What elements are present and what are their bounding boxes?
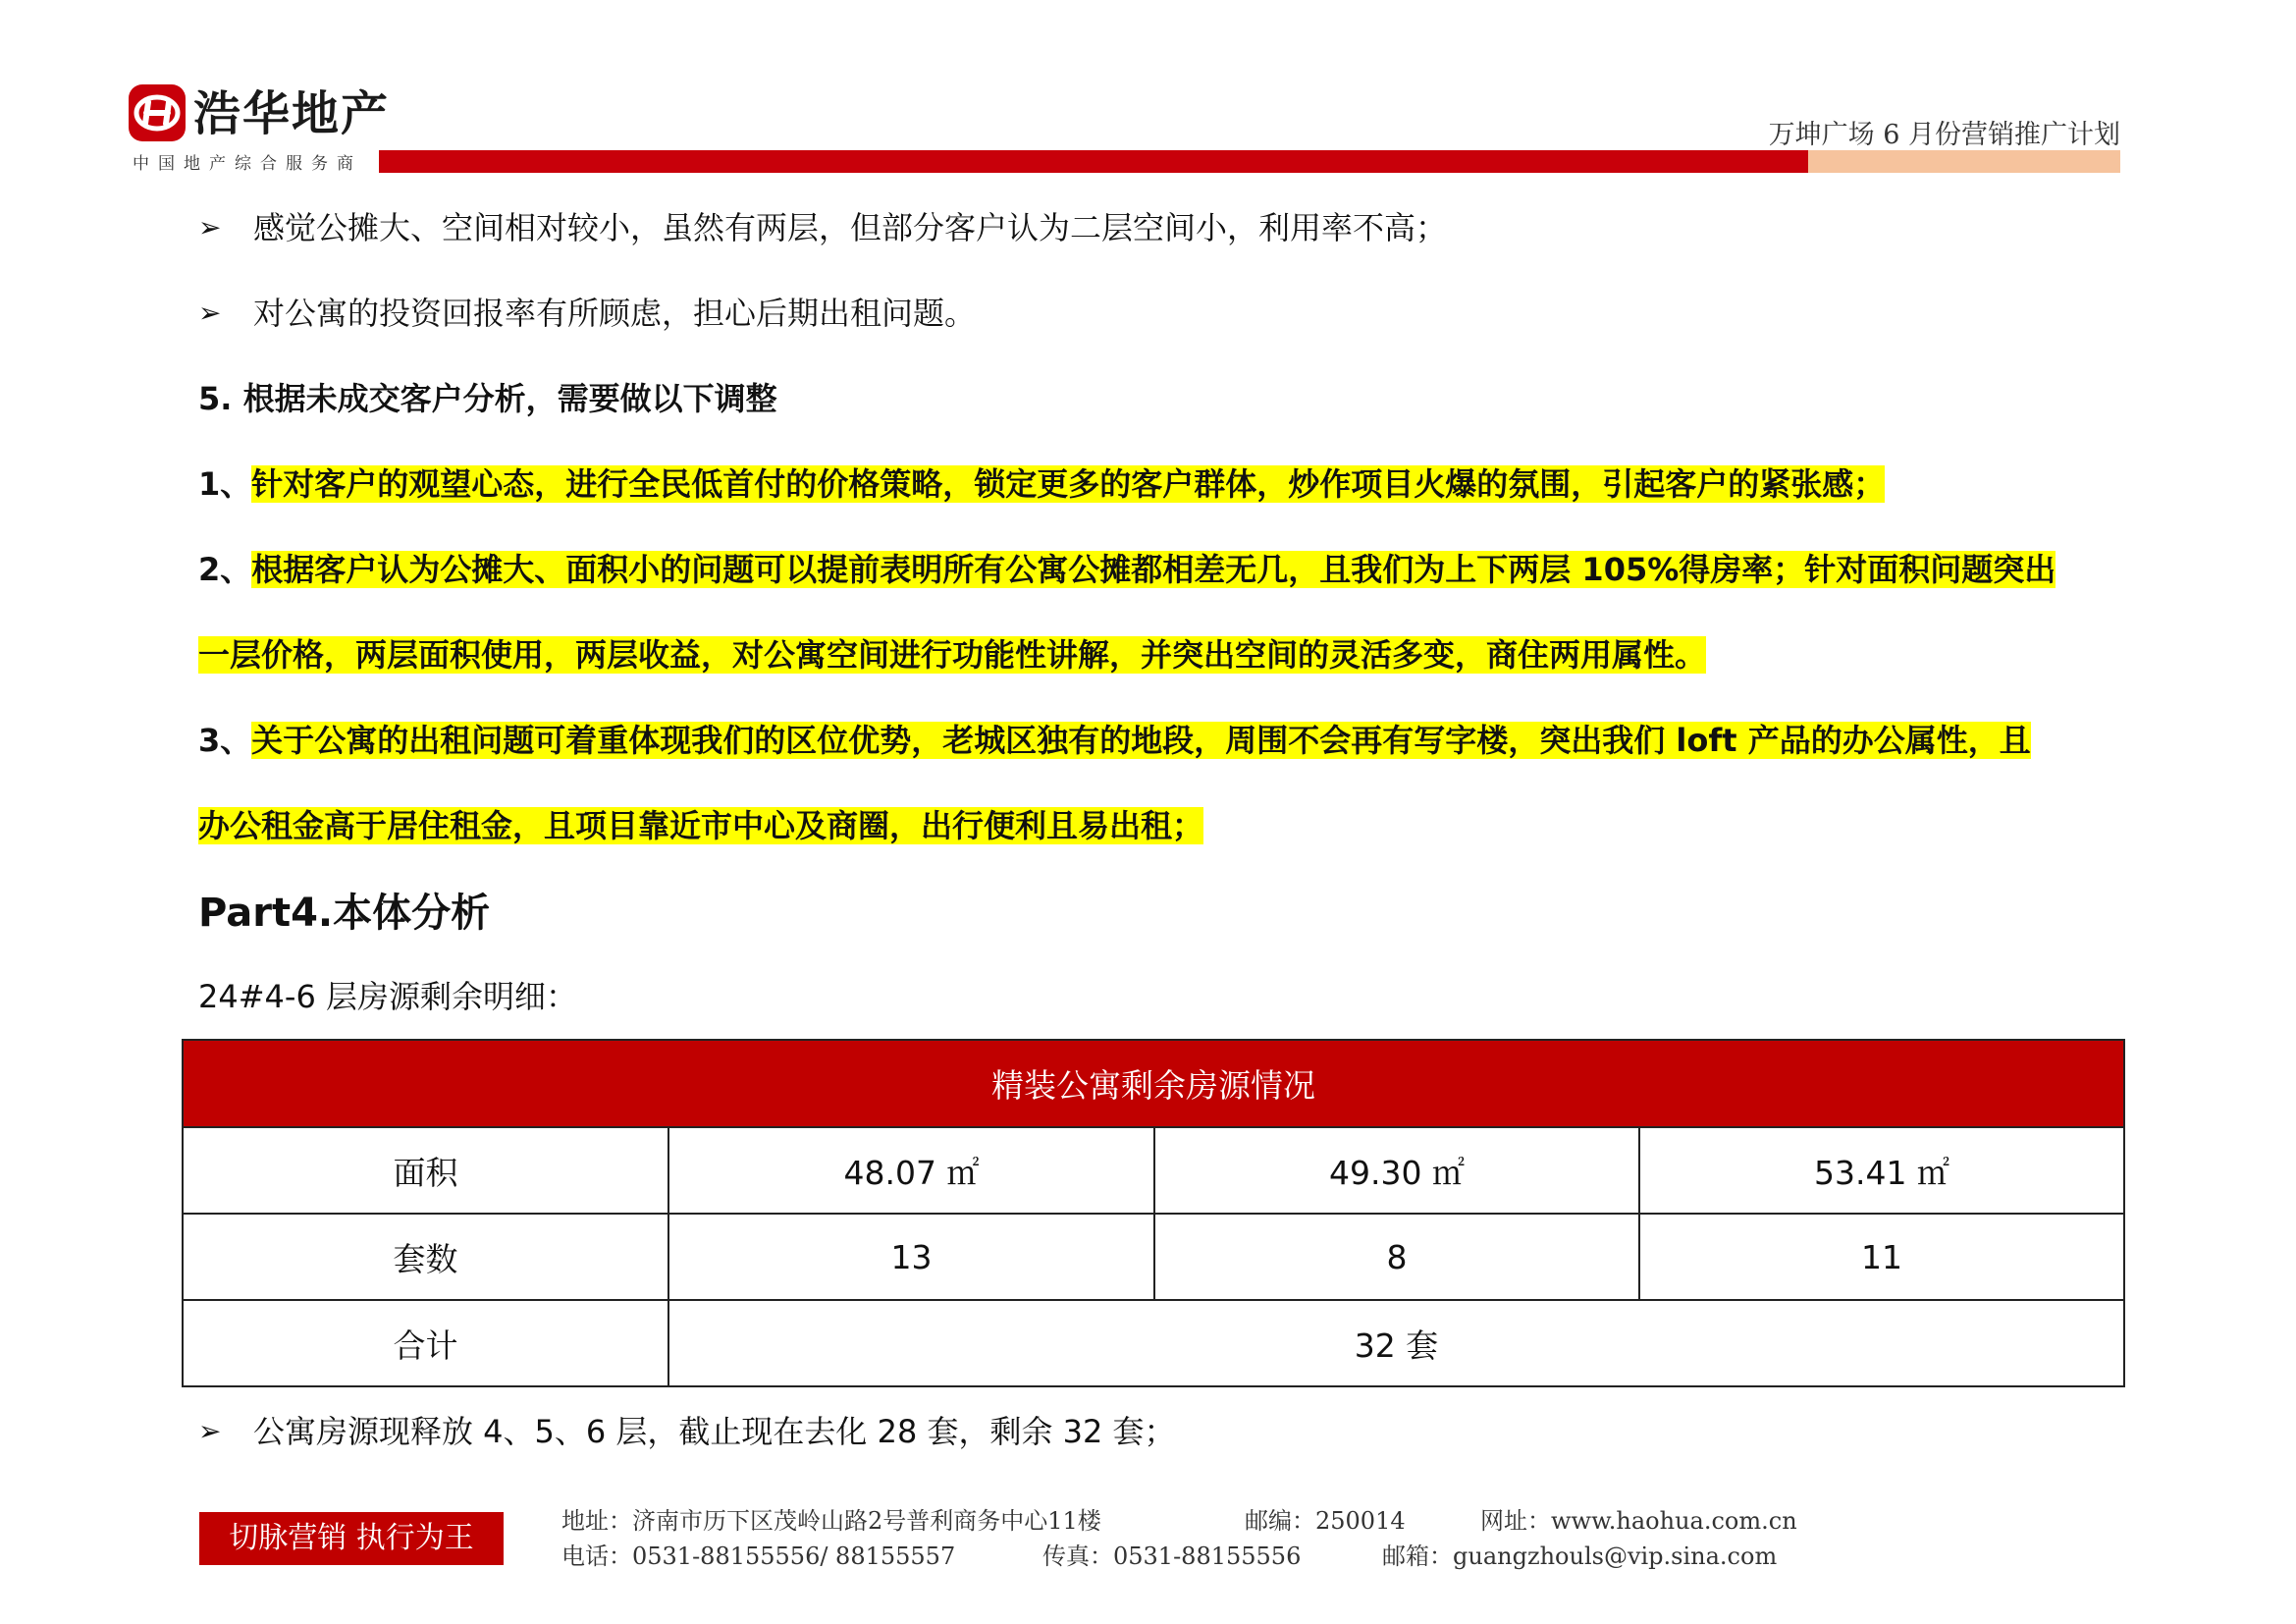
adjustment-item-3-continued: [198, 804, 1203, 847]
table-cell: 13: [668, 1214, 1154, 1300]
inventory-table: [182, 1039, 2125, 1387]
highlighted-text: 关于公寓的出租问题可着重体现我们的区位优势，老城区独有的地段，周围不会再有写字楼，突出我们 loft 产品的办公属性，且: [251, 722, 2031, 759]
table-cell: 53.41 ㎡: [1639, 1127, 2124, 1214]
bullet-arrow-icon: ➢: [198, 297, 222, 329]
bullet-text: 公寓房源现释放 4、5、6 层，截止现在去化 28 套，剩余 32 套；: [253, 1413, 1176, 1450]
bullet-arrow-icon: ➢: [198, 211, 222, 244]
footer-fax: 传真：0531-88155556: [1042, 1543, 1302, 1570]
highlighted-text: 一层价格，两层面积使用，两层收益，对公寓空间进行功能性讲解，并突出空间的灵活多变，商住两用属性。: [198, 636, 1707, 674]
company-logo-icon: [129, 84, 186, 141]
section-heading: 5. 根据未成交客户分析，需要做以下调整: [198, 380, 777, 417]
part4-heading: Part4.本体分析: [198, 891, 491, 936]
table-cell: 8: [1154, 1214, 1639, 1300]
item-number: 2、: [198, 551, 252, 588]
footer-phone: 电话：0531-88155556/ 88155557: [561, 1543, 956, 1570]
footer-slogan: 切脉营销 执行为王: [199, 1512, 504, 1565]
table-row: [183, 1214, 2124, 1300]
document-title: 万坤广场 6 月份营销推广计划: [1768, 120, 2120, 150]
highlighted-text: 办公租金高于居住租金，且项目靠近市中心及商圈，出行便利且易出租；: [198, 807, 1204, 844]
bullet-text: 对公寓的投资回报率有所顾虑，担心后期出租问题。: [253, 295, 977, 332]
row-label-total: 合计: [183, 1300, 668, 1386]
table-row: [183, 1300, 2124, 1386]
highlighted-text: 根据客户认为公摊大、面积小的问题可以提前表明所有公寓公摊都相差无几，且我们为上下两层 105%得房率；针对面积问题突出: [251, 551, 2056, 588]
bullet-arrow-icon: ➢: [198, 1415, 222, 1447]
footer-address: 地址：济南市历下区茂岭山路2号普利商务中心11楼: [561, 1507, 1101, 1535]
table-cell: 49.30 ㎡: [1154, 1127, 1639, 1214]
adjustment-item-2-continued: [198, 633, 1706, 677]
footer-email: 邮箱：guangzhouls@vip.sina.com: [1382, 1543, 1778, 1570]
company-name: 浩华地产: [193, 86, 391, 141]
header-divider-accent: [1808, 150, 2120, 173]
table-title: 精装公寓剩余房源情况: [183, 1040, 2124, 1127]
row-label-count: 套数: [183, 1214, 668, 1300]
item-number: 1、: [198, 465, 252, 503]
adjustment-item-3: [198, 719, 2031, 762]
company-tagline: 中国地产综合服务商: [133, 154, 362, 174]
table-cell: 48.07 ㎡: [668, 1127, 1154, 1214]
table-intro: 24#4-6 层房源剩余明细：: [198, 978, 577, 1015]
table-cell: 11: [1639, 1214, 2124, 1300]
header-divider-red: [379, 150, 1808, 173]
item-number: 3、: [198, 722, 252, 759]
adjustment-item-2: [198, 548, 2056, 591]
table-total-cell: 32 套: [668, 1300, 2124, 1386]
bullet-text: 感觉公摊大、空间相对较小，虽然有两层，但部分客户认为二层空间小，利用率不高；: [253, 209, 1448, 246]
adjustment-item-1: [198, 462, 1885, 506]
highlighted-text: 针对客户的观望心态，进行全民低首付的价格策略，锁定更多的客户群体，炒作项目火爆的氛围，引起客户的紧张感；: [251, 465, 1886, 503]
footer-postcode: 邮编：250014: [1245, 1507, 1406, 1535]
footer-website: 网址：www.haohua.com.cn: [1480, 1507, 1797, 1535]
row-label-area: 面积: [183, 1127, 668, 1214]
table-row: [183, 1127, 2124, 1214]
table-header-row: [183, 1040, 2124, 1127]
